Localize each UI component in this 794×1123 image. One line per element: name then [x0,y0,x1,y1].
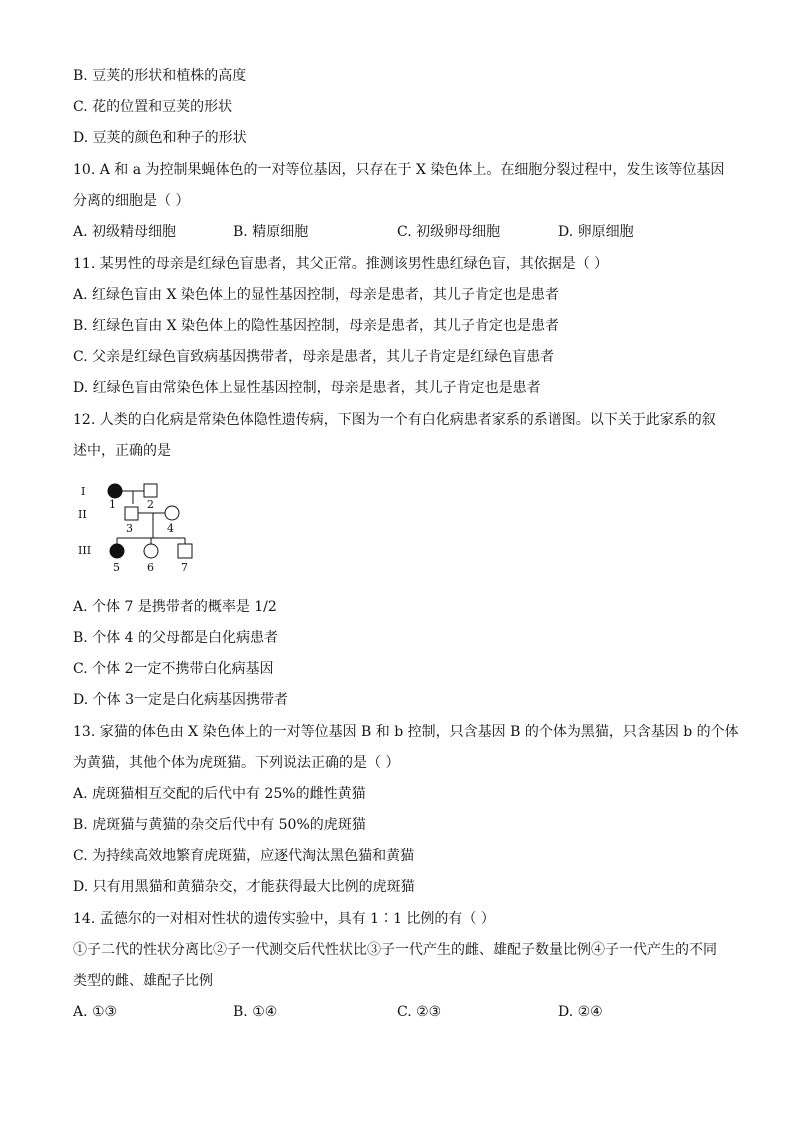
individual-5-affected-female [110,544,124,558]
individual-2-male [144,484,157,497]
q14-option-b: B. ①④ [233,1004,278,1020]
q14-option-c: C. ②③ [397,1004,442,1020]
q10-option-a: A. 初级精母细胞 [73,224,177,240]
q11-option-a: A. 红绿色盲由 X 染色体上的显性基因控制，母亲是患者，其儿子肯定也是患者 [73,287,559,303]
individual-3-male [125,507,138,520]
individual-label-6: 6 [147,561,154,574]
pedigree-chart [70,478,210,578]
q14-stem: 14. 孟德尔的一对相对性状的遗传实验中，具有 1∶1 比例的有（ ） [73,911,495,927]
q9-option-d: D. 豆荚的颜色和种子的形状 [73,130,247,146]
individual-7-male [178,544,192,558]
q12-stem-line2: 述中，正确的是 [73,443,171,459]
q14-option-a: A. ①③ [73,1004,118,1020]
q12-option-b: B. 个体 4 的父母都是白化病患者 [73,630,278,646]
q11-option-c: C. 父亲是红绿色盲致病基因携带者，母亲是患者，其儿子肯定是红绿色盲患者 [73,349,555,365]
individual-label-2: 2 [147,498,154,511]
q9-option-b: B. 豆荚的形状和植株的高度 [73,68,247,84]
q14-body-line2: 类型的雌、雄配子比例 [73,973,213,989]
individual-label-4: 4 [167,522,174,535]
q10-stem-line2: 分离的细胞是（ ） [73,193,190,209]
individual-1-affected-female [108,484,122,498]
q13-stem-line2: 为黄猫，其他个体为虎斑猫。下列说法正确的是（ ） [73,755,400,771]
individual-label-1: 1 [109,498,116,511]
individual-label-5: 5 [113,561,120,574]
q10-option-b: B. 精原细胞 [233,224,309,240]
q10-option-d: D. 卵原细胞 [558,224,634,240]
generation-label-iii: III [78,544,92,557]
q14-option-d: D. ②④ [558,1004,603,1020]
q13-stem-line1: 13. 家猫的体色由 X 染色体上的一对等位基因 B 和 b 控制，只含基因 B 的个体为黑猫，只含基因 b 的个体 [73,724,739,740]
q14-body-line1: ①子二代的性状分离比②子一代测交后代性状比③子一代产生的雌、雄配子数量比例④子一代产生的不同 [73,942,717,958]
q11-option-d: D. 红绿色盲由常染色体上显性基因控制，母亲是患者，其儿子肯定也是患者 [73,380,541,396]
generation-label-ii: II [78,508,87,521]
q12-option-a: A. 个体 7 是携带者的概率是 1/2 [73,599,277,615]
q9-option-c: C. 花的位置和豆荚的形状 [73,99,233,115]
q13-option-b: B. 虎斑猫与黄猫的杂交后代中有 50%的虎斑猫 [73,817,366,833]
q11-option-b: B. 红绿色盲由 X 染色体上的隐性基因控制，母亲是患者，其儿子肯定也是患者 [73,318,560,334]
q13-option-d: D. 只有用黑猫和黄猫杂交，才能获得最大比例的虎斑猫 [73,879,415,895]
individual-4-female [165,506,179,520]
individual-label-3: 3 [126,522,133,535]
q11-stem: 11. 某男性的母亲是红绿色盲患者，其父正常。推测该男性患红绿色盲，其依据是（ ） [73,256,609,272]
individual-6-female [144,544,158,558]
q12-stem-line1: 12. 人类的白化病是常染色体隐性遗传病，下图为一个有白化病患者家系的系谱图。以下关于此家系的叙 [73,412,716,428]
q10-stem-line1: 10. A 和 a 为控制果蝇体色的一对等位基因，只存在于 X 染色体上。在细胞分裂过程中，发生该等位基因 [73,162,725,178]
q13-option-a: A. 虎斑猫相互交配的后代中有 25%的雌性黄猫 [73,786,366,802]
q12-option-c: C. 个体 2一定不携带白化病基因 [73,661,274,677]
generation-label-i: I [81,485,86,498]
q10-option-c: C. 初级卵母细胞 [397,224,501,240]
q13-option-c: C. 为持续高效地繁育虎斑猫，应逐代淘汰黑色猫和黄猫 [73,848,415,864]
q12-option-d: D. 个体 3一定是白化病基因携带者 [73,692,288,708]
individual-label-7: 7 [181,561,188,574]
